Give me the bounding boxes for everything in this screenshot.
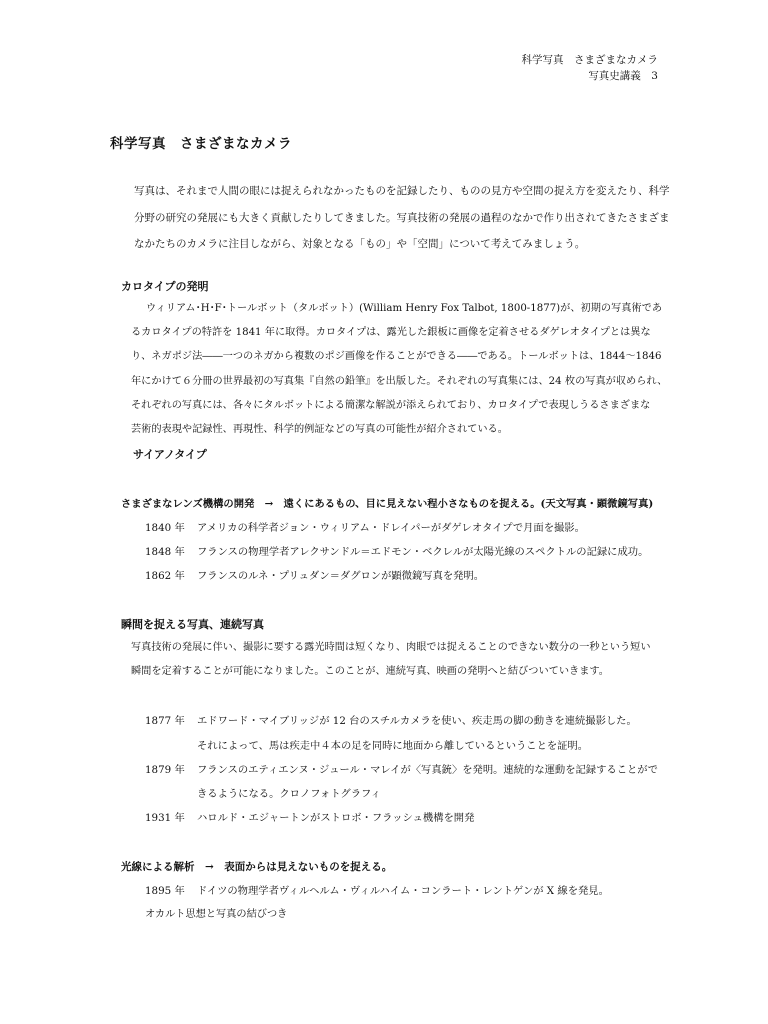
timeline-year: 1879 年 [145,764,185,776]
instant-line: 瞬間を定着することが可能になりました。このことが、連続写真、映画の発明へと結びついていきます。 [131,666,609,677]
xray-heading: 光線による解析 → 表面からは見えないものを捉える。 [121,861,393,873]
instant-line: 写真技術の発展に伴い、撮影に要する露光時間は短くなり、肉眼では捉えることのできない数分の一秒という短い [131,642,651,653]
running-header-lecture: 写真史講義 3 [588,70,658,82]
timeline-year: 1877 年 [145,715,185,727]
calotype-line: それぞれの写真には、各々にタルボットによる簡潔な解説が添えられており、カロタイプで表現しうるさまざまな [131,400,651,411]
timeline-row [145,810,474,826]
calotype-line: 年にかけて６分冊の世界最初の写真集『自然の鉛筆』を出版した。それぞれの写真集には、24 枚の写真が収められ、 [131,376,668,387]
cyanotype-subheading: サイアノタイプ [133,448,207,461]
intro-line: 写真は、それまで人間の眼には捉えられなかったものを記録したり、ものの見方や空間の捉え方を変えたり、科学 [134,185,670,197]
calotype-line: 芸術的表現や記録性、再現性、科学的例証などの写真の可能性が紹介されている。 [131,424,508,435]
timeline-year: 1931 年 [145,812,185,824]
running-header-title: 科学写真 さまざまなカメラ [521,54,658,66]
timeline-row [145,544,648,560]
timeline-row [145,713,637,729]
timeline-text: ドイツの物理学者ヴィルヘルム・ヴィルハイム・コンラート・レントゲンが X 線を発見。 [197,885,609,897]
timeline-text: それによって、馬は疾走中４本の足を同時に地面から離しているということを証明。 [197,740,589,752]
lens-heading: さまざまなレンズ機構の開発 → 遠くにあるもの、目に見えない程小さなものを捉える。(天文写真・顕微鏡写真) [121,498,654,510]
page-title: 科学写真 さまざまなカメラ [110,136,292,152]
intro-paragraph [134,178,670,258]
timeline-text: ハロルド・エジャートンがストロボ・フラッシュ機構を開発 [197,812,475,824]
timeline-row [145,568,484,584]
timeline-year: 1862 年 [145,570,185,582]
calotype-line: るカロタイプの特許を 1841 年に取得。カロタイプは、露光した銀板に画像を定着させるダゲレオタイプとは異な [131,327,651,338]
timeline-text: エドワード・マイブリッジが 12 台のスチルカメラを使い、疾走馬の脚の動きを連続撮影した。 [197,715,637,727]
intro-line: なかたちのカメラに注目しながら、対象となる「もの」や「空間」について考えてみましょう。 [134,238,586,250]
calotype-heading: カロタイプの発明 [121,280,209,293]
timeline-text: フランスの物理学者アレクサンドル＝エドモン・ベクレルが太陽光線のスペクトルの記録に成功。 [197,546,649,558]
xray-note: オカルト思想と写真の結びつき [145,909,288,920]
timeline-text: アメリカの科学者ジョン・ウィリアム・ドレイパーがダゲレオタイプで月面を撮影。 [197,522,585,534]
timeline-row [145,883,609,899]
timeline-text: フランスのエティエンヌ・ジュール・マレイが〈写真銃〉を発明。連続的な運動を記録することがで [197,764,658,776]
timeline-row [145,762,658,778]
instant-heading: 瞬間を捉える写真、連続写真 [121,618,264,631]
calotype-line: り、ネガポジ法――一つのネガから複数のポジ画像を作ることができる――である。トールボットは、1844～1846 [131,351,662,362]
timeline-text: きるようになる。クロノフォトグラフィ [197,788,381,800]
timeline-row [145,520,585,536]
timeline-row [145,786,381,802]
timeline-year: 1840 年 [145,522,185,534]
timeline-row [145,738,588,754]
calotype-line: ウィリアム･H･F･トールボット（タルボット）(William Henry Fox Talbot, 1800-1877)が、初期の写真術であ [146,303,663,314]
timeline-text: フランスのルネ・プリュダン＝ダグロンが顕微鏡写真を発明。 [197,570,485,582]
timeline-year: 1848 年 [145,546,185,558]
intro-line: 分野の研究の発展にも大きく貢献したりしてきました。写真技術の発展の過程のなかで作り出されてきたさまざま [134,211,670,224]
timeline-year: 1895 年 [145,885,185,897]
